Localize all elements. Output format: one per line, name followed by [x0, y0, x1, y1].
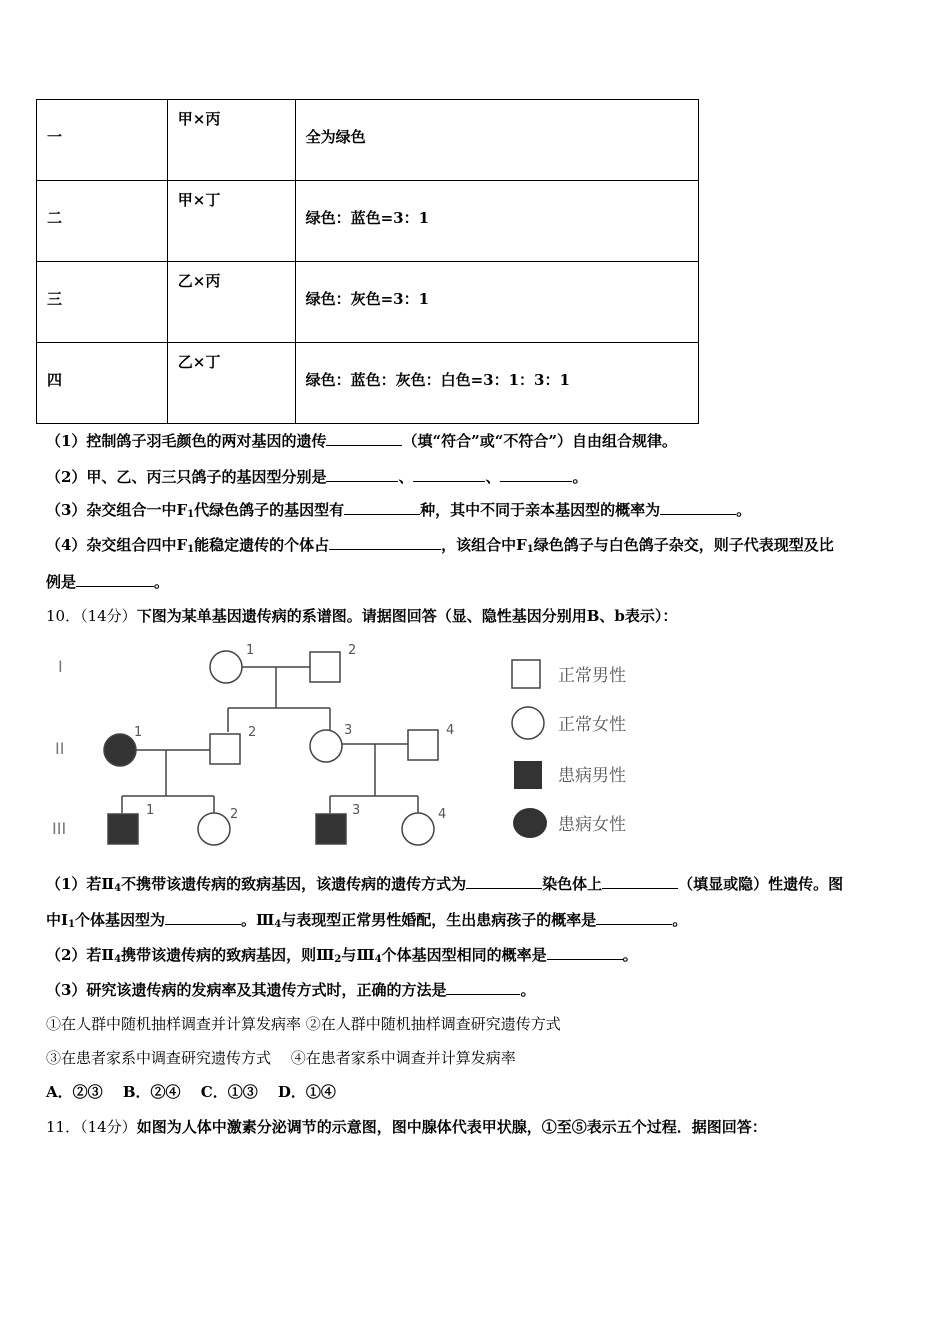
- legend-normal-male-icon: [512, 660, 540, 688]
- normal-male-symbol: [210, 734, 240, 764]
- individual-numbers: [134, 643, 454, 822]
- table-row: [37, 181, 699, 262]
- table-row: [37, 100, 699, 181]
- normal-female-symbol: [310, 730, 342, 762]
- group-cell: 四: [47, 371, 63, 389]
- q9-part2: （2）甲、乙、丙三只鸽子的基因型分别是 、 、 。: [46, 468, 588, 486]
- q10-part1-cont: 中$Ⅰ_1$个体基因型为 。$Ⅲ_4$与表现型正常男性婚配，生出患病孩子的概率是 。: [46, 911, 688, 930]
- answer-blank[interactable]: [165, 910, 241, 925]
- answer-blank[interactable]: [76, 572, 154, 587]
- answer-blank[interactable]: [547, 945, 623, 960]
- generation-label: III: [52, 819, 67, 838]
- answer-blank[interactable]: [660, 500, 736, 515]
- q10-heading: 10．（14分）下图为某单基因遗传病的系谱图。请据图回答（显、隐性基因分别用B、b表示）：: [46, 607, 678, 625]
- individual-number: 2: [248, 725, 257, 740]
- answer-blank[interactable]: [329, 535, 441, 550]
- individual-number: 3: [344, 723, 353, 738]
- table-row: [37, 262, 699, 343]
- individual-number: 4: [438, 807, 447, 822]
- pedigree-lines: [122, 667, 418, 813]
- result-cell: 绿色：蓝色=3：1: [305, 209, 430, 227]
- cross-cell: 甲×丙: [177, 110, 221, 128]
- affected-male-symbol: [108, 814, 138, 844]
- q10-options-line1: ①在人群中随机抽样调查并计算发病率 ②在人群中随机抽样调查研究遗传方式: [46, 1015, 561, 1033]
- legend-label: 正常女性: [558, 715, 626, 735]
- legend-affected-female-icon: [513, 808, 547, 838]
- cross-cell: 甲×丁: [177, 191, 221, 209]
- legend-normal-female-icon: [512, 707, 544, 739]
- cross-cell: 乙×丁: [177, 353, 221, 371]
- legend-label: 患病男性: [558, 766, 626, 786]
- answer-blank[interactable]: [596, 910, 672, 925]
- group-cell: 三: [47, 290, 63, 308]
- answer-blank[interactable]: [446, 980, 520, 995]
- answer-blank[interactable]: [602, 874, 678, 889]
- pedigree-chart: [40, 630, 680, 850]
- individual-number: 4: [446, 723, 455, 738]
- affected-female-symbol: [104, 734, 136, 766]
- q10-choices: A．②③ B．②④ C．①③ D．①④: [46, 1083, 336, 1101]
- individual-number: 3: [352, 803, 361, 818]
- individual-number: 1: [246, 643, 255, 658]
- answer-blank[interactable]: [326, 467, 398, 482]
- normal-female-symbol: [210, 651, 242, 683]
- cross-results-table: [36, 99, 699, 424]
- normal-male-symbol: [408, 730, 438, 760]
- group-cell: 一: [47, 128, 63, 146]
- result-cell: 绿色：蓝色：灰色：白色=3：1：3：1: [305, 371, 570, 389]
- individual-number: 1: [134, 725, 143, 740]
- legend-label: 患病女性: [558, 815, 626, 835]
- answer-blank[interactable]: [466, 874, 542, 889]
- generation-label: II: [55, 739, 65, 758]
- legend-affected-male-icon: [514, 761, 542, 789]
- answer-blank[interactable]: [500, 467, 572, 482]
- q11-heading: 11．（14分）如图为人体中激素分泌调节的示意图，图中腺体代表甲状腺，①至⑤表示五个过程．据图回答：: [46, 1118, 767, 1136]
- generation-label: I: [58, 657, 63, 676]
- q10-options-line2: ③在患者家系中调查研究遗传方式 ④在患者家系中调查并计算发病率: [46, 1049, 516, 1067]
- q9-part1: （1）控制鸽子羽毛颜色的两对基因的遗传 （填“符合”或“不符合”）自由组合规律。: [46, 432, 677, 450]
- generation-labels: [52, 657, 66, 838]
- individual-number: 2: [348, 643, 357, 658]
- legend-label: 正常男性: [558, 666, 626, 686]
- answer-blank[interactable]: [326, 431, 402, 446]
- table-row: [37, 343, 699, 424]
- q9-part3: （3）杂交组合一中$F_1$代绿色鸽子的基因型有 种，其中不同于亲本基因型的概率为 。: [46, 501, 752, 520]
- affected-male-symbol: [316, 814, 346, 844]
- q9-part4-cont: 例是 。: [46, 573, 170, 591]
- individual-number: 1: [146, 803, 155, 818]
- group-cell: 二: [47, 209, 63, 227]
- q10-part2: （2）若$Ⅱ_4$携带该遗传病的致病基因，则$Ⅲ_2$与$Ⅲ_4$个体基因型相同的概率是 。: [46, 946, 638, 965]
- individual-number: 2: [230, 807, 239, 822]
- result-cell: 全为绿色: [305, 128, 366, 146]
- q9-part4: （4）杂交组合四中$F_1$能稳定遗传的个体占 ，该组合中$F_1$绿色鸽子与白色鸽子杂交，则子代表现型及比: [46, 536, 834, 555]
- result-cell: 绿色：灰色=3：1: [305, 290, 430, 308]
- answer-blank[interactable]: [344, 500, 420, 515]
- q10-part1: （1）若$Ⅱ_4$不携带该遗传病的致病基因，该遗传病的遗传方式为 染色体上 （填显或隐）性遗传。图: [46, 875, 844, 894]
- cross-cell: 乙×丙: [177, 272, 221, 290]
- q10-part3: （3）研究该遗传病的发病率及其遗传方式时，正确的方法是 。: [46, 981, 536, 999]
- normal-female-symbol: [402, 813, 434, 845]
- answer-blank[interactable]: [413, 467, 485, 482]
- pedigree-legend: [512, 660, 626, 838]
- normal-female-symbol: [198, 813, 230, 845]
- normal-male-symbol: [310, 652, 340, 682]
